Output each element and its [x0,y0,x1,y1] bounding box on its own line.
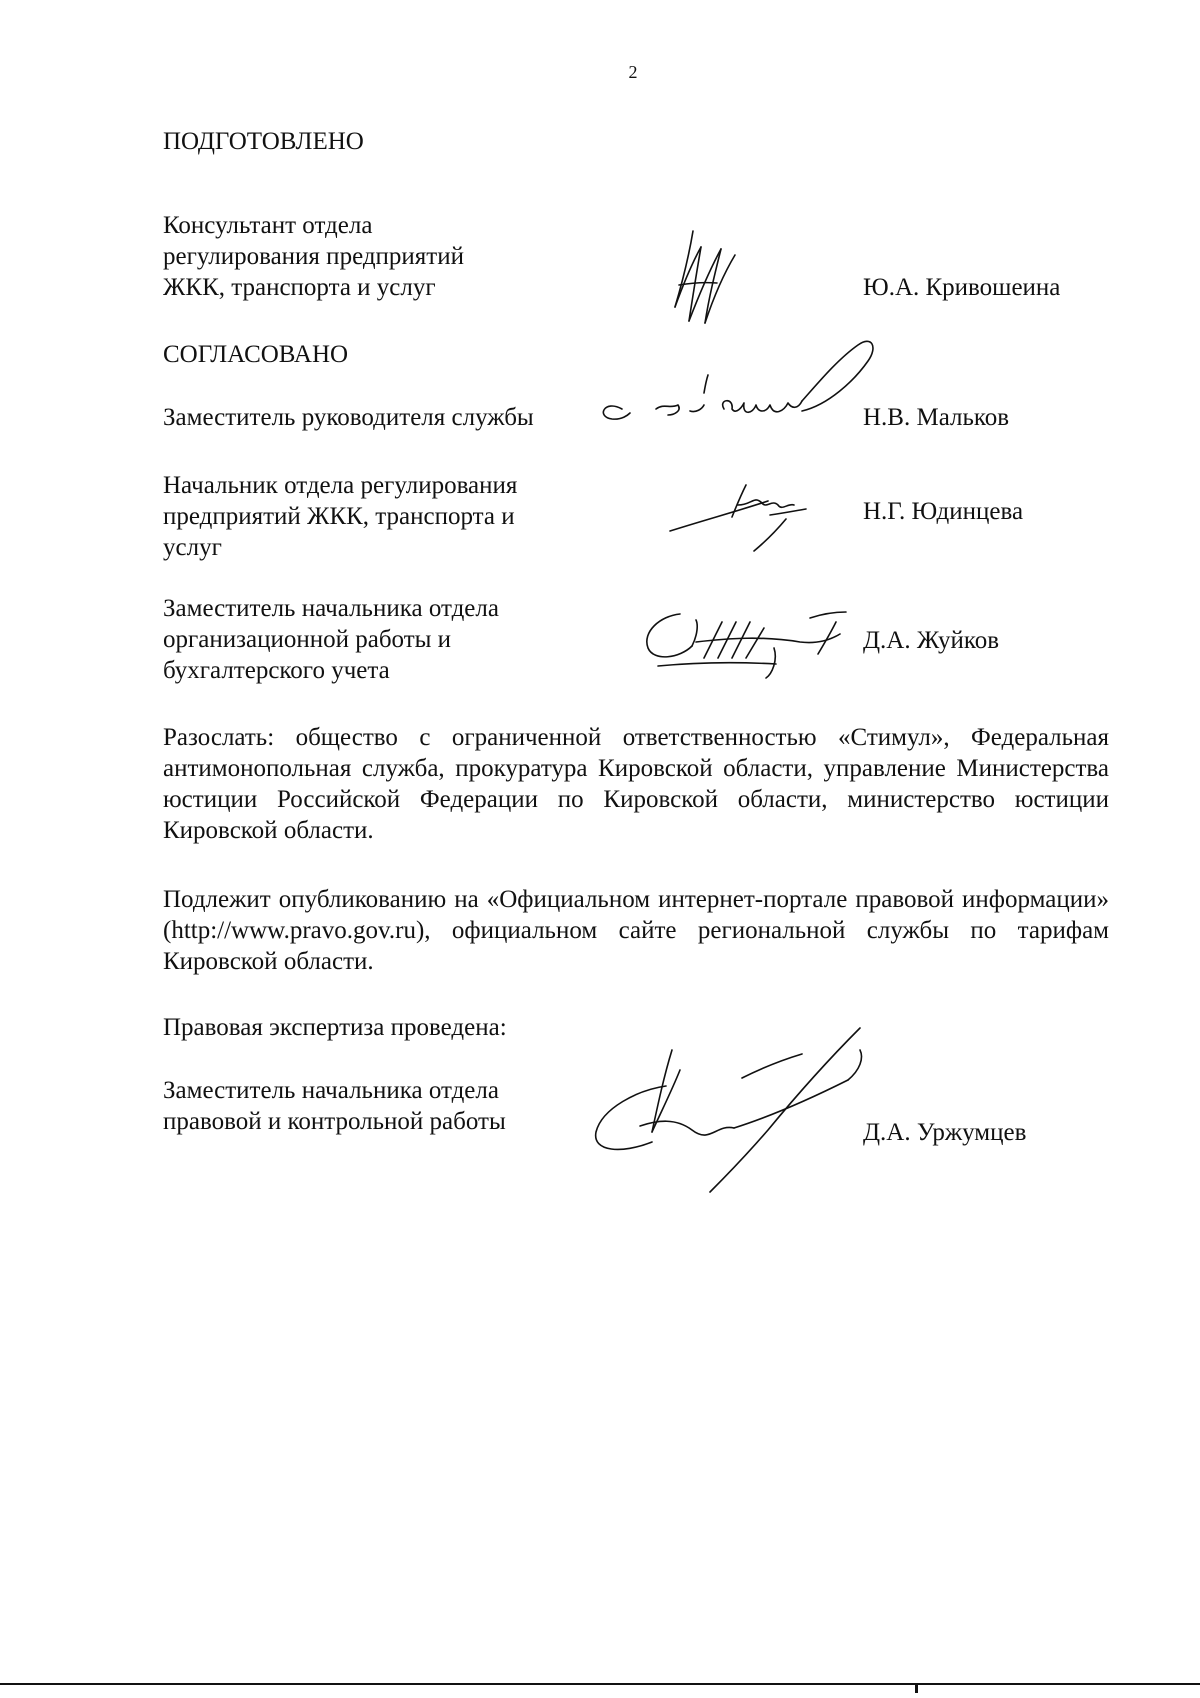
signature-yudintseva [668,475,838,555]
signer-3-position: Заместитель начальника отдела организационной работы и бухгалтерского учета [163,595,499,684]
signer-3-name: Д.А. Жуйков [863,627,1000,654]
distribution-text: Разослать: общество с ограниченной ответственностью «Стимул», Федеральная антимонопольная служба, прокуратура Кировской области, управление Министерства юстиции Российской Федерации по Кировской области, министерство юстиции Кировской области. [163,724,1109,844]
legal-review-heading: Правовая экспертиза проведена: [163,1014,507,1041]
signature-kryvosheina [665,225,745,325]
prepared-position: Консультант отдела регулирования предприятий ЖКК, транспорта и услуг [163,212,464,301]
publication-text: Подлежит опубликованию на «Официальном интернет-портале правовой информации» (http://www.pravo.gov.ru), официальном сайте региональной службы по тарифам Кировской области. [163,886,1109,975]
signer-1-position: Заместитель руководителя службы [163,404,534,431]
signature-malkov [592,335,882,435]
page-bottom-tick [915,1683,918,1693]
signer-2-position: Начальник отдела регулирования предприятий ЖКК, транспорта и услуг [163,472,518,561]
legal-review-name: Д.А. Уржумцев [863,1119,1027,1146]
signer-1-name: Н.В. Мальков [863,404,1010,431]
signer-2-name: Н.Г. Юдинцева [863,498,1024,525]
legal-review-position: Заместитель начальника отдела правовой и контрольной работы [163,1077,506,1135]
page-bottom-border [0,1683,1200,1685]
signature-zhuikov [640,602,865,682]
prepared-name: Ю.А. Кривошеина [863,274,1061,301]
signature-urzhumtsev [592,1020,892,1195]
prepared-heading: ПОДГОТОВЛЕНО [163,128,364,155]
page-number: 2 [628,62,638,82]
agreed-heading: СОГЛАСОВАНО [163,341,349,368]
